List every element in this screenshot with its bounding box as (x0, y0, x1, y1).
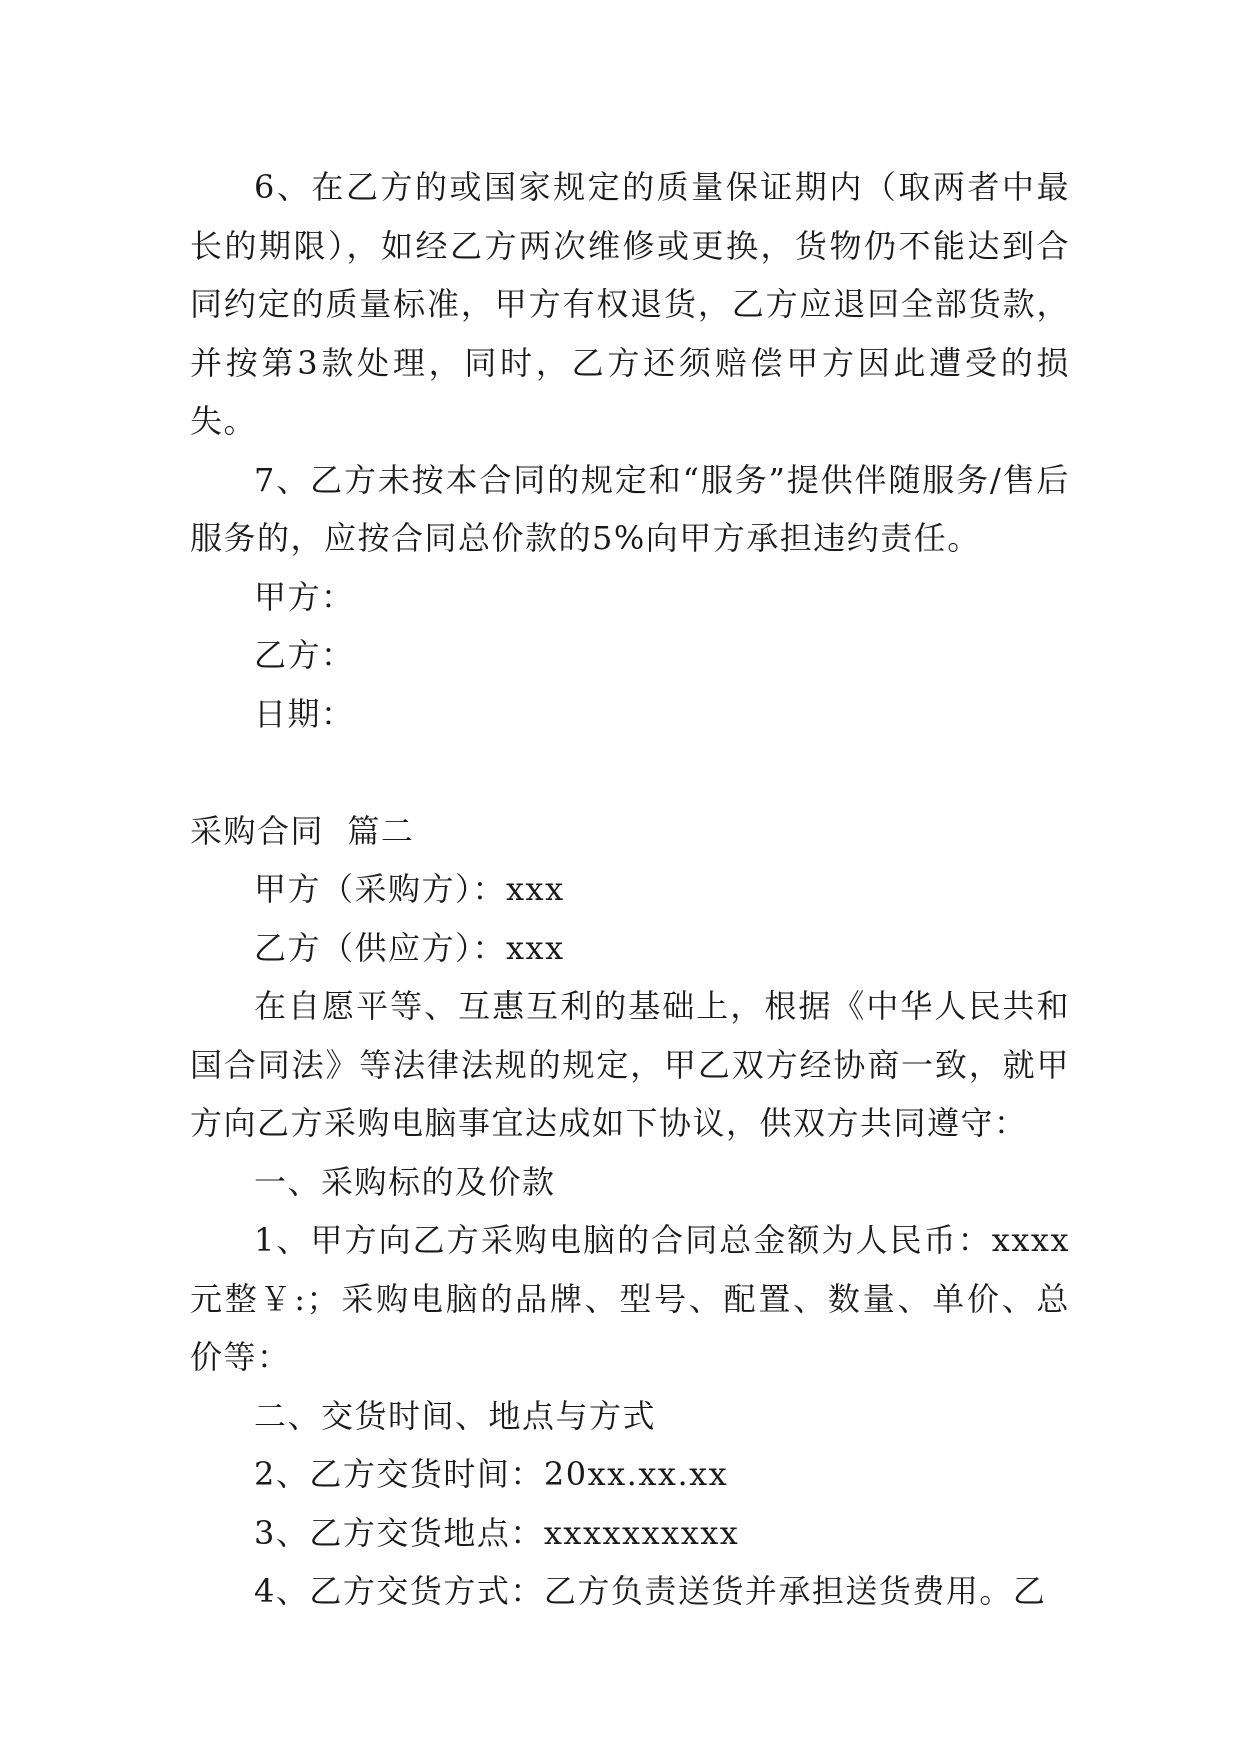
supplier-line: 乙方（供应方）：xxx (254, 928, 565, 967)
signature-party-a: 甲方： (254, 577, 355, 616)
buyer-line: 甲方（采购方）：xxx (254, 870, 565, 908)
clause-1-paragraph: 1、甲方向乙方采购电脑的合同总金额为人民币：xxxx元整￥:；采购电脑的品牌、型号、配置、数量、单价、总价等： (190, 1221, 1070, 1376)
signature-date: 日期： (254, 694, 355, 733)
clause-3-delivery-place: 3、乙方交货地点：xxxxxxxxxx (254, 1513, 740, 1552)
section-title: 采购合同 篇二 (190, 811, 415, 850)
document-body (190, 158, 1070, 1621)
intro-paragraph: 在自愿平等、互惠互利的基础上，根据《中华人民共和国合同法》等法律法规的规定，甲乙双方经协商一致，就甲方向乙方采购电脑事宜达成如下协议，供双方共同遵守： (190, 987, 1070, 1142)
heading-delivery: 二、交货时间、地点与方式 (254, 1396, 657, 1435)
clause-6-paragraph: 6、在乙方的或国家规定的质量保证期内（取两者中最长的期限），如经乙方两次维修或更换，货物仍不能达到合同约定的质量标准，甲方有权退货，乙方应退回全部货款，并按第3款处理，同时，乙方还须赔偿甲方因此遭受的损失。 (190, 168, 1070, 440)
clause-7-paragraph: 7、乙方未按本合同的规定和“服务”提供伴随服务/售后服务的，应按合同总价款的5%向甲方承担违约责任。 (190, 460, 1070, 557)
section-spacer (190, 743, 1070, 802)
heading-subject-and-price: 一、采购标的及价款 (254, 1162, 556, 1201)
signature-party-b: 乙方： (254, 636, 355, 674)
clause-4-delivery-method: 4、乙方交货方式：乙方负责送货并承担送货费用。乙 (254, 1572, 1047, 1610)
clause-2-delivery-time: 2、乙方交货时间：20xx.xx.xx (254, 1455, 729, 1493)
